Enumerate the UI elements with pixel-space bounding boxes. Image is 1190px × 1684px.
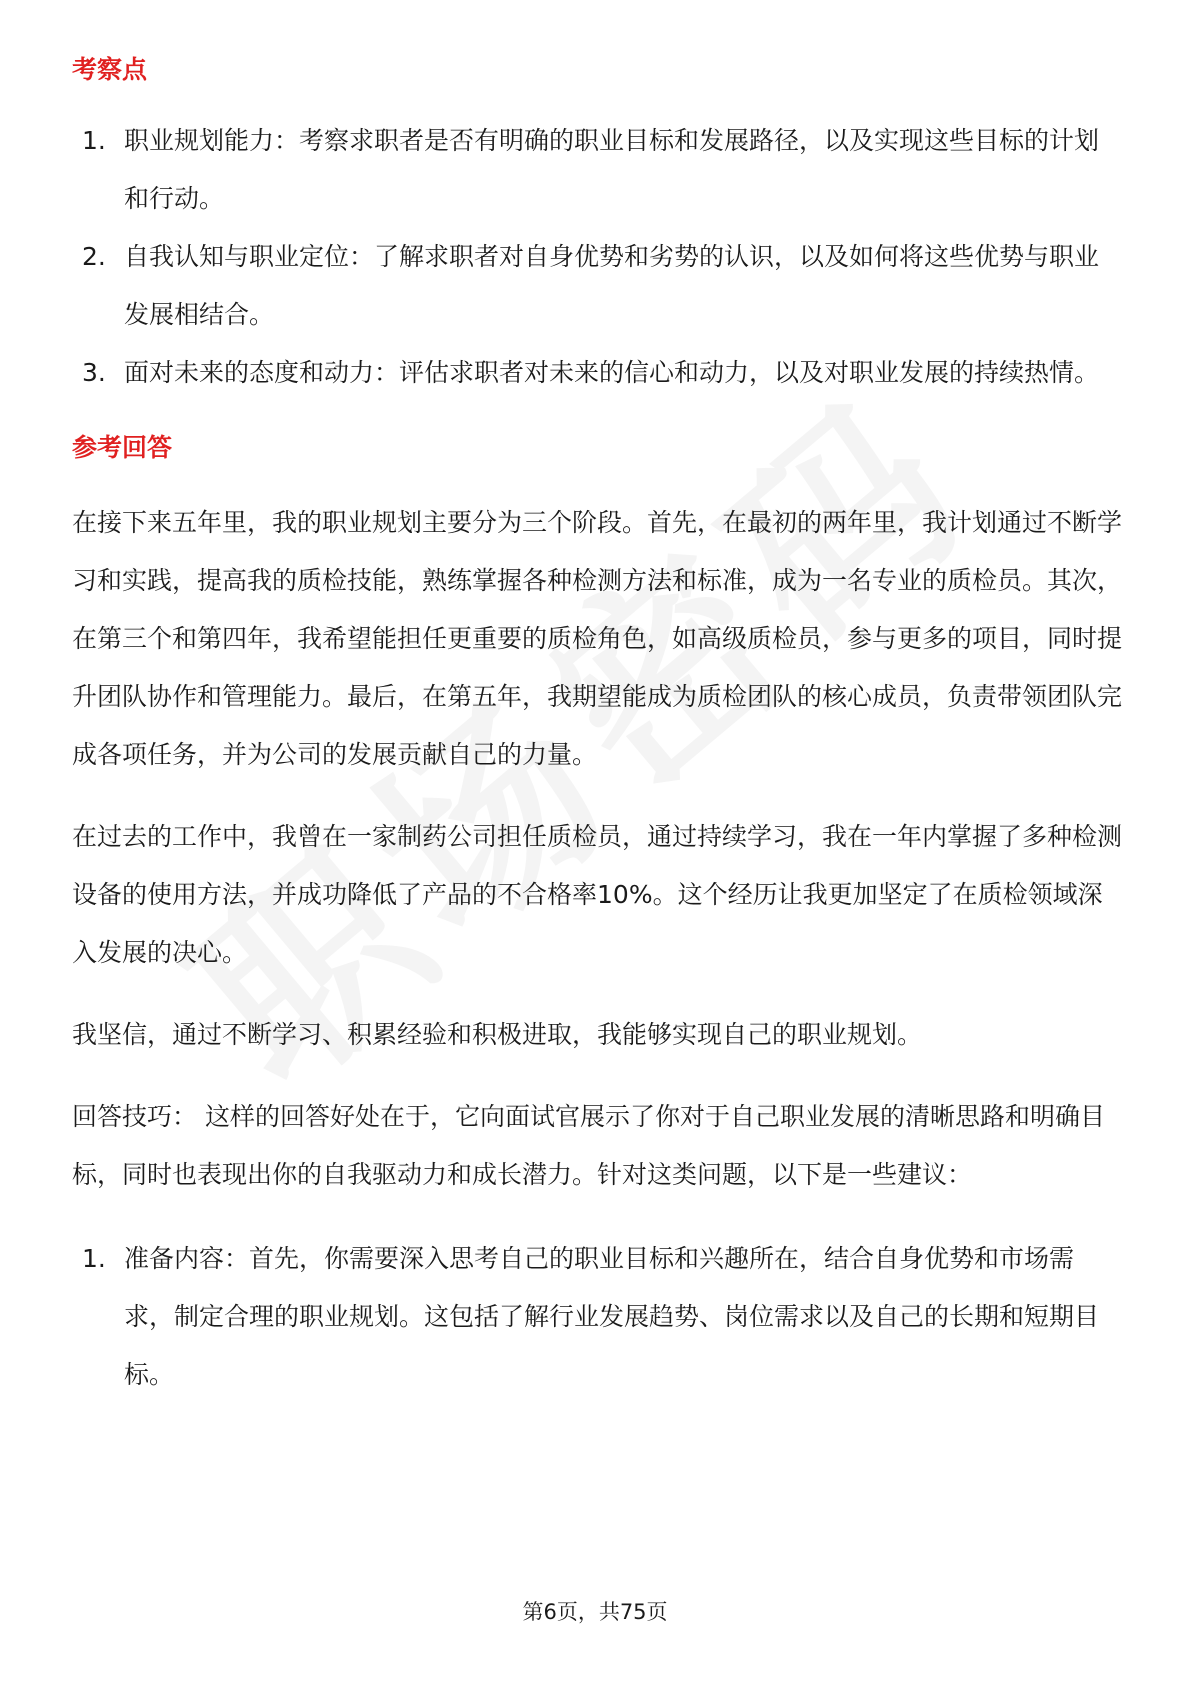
list-item-text: 准备内容：首先，你需要深入思考自己的职业目标和兴趣所在，结合自身优势和市场需求，制定合理的职业规划。这包括了解行业发展趋势、岗位需求以及自己的长期和短期目标。	[124, 1244, 1100, 1389]
assessment-points-list	[72, 112, 1122, 402]
section-title-reference-answer: 参考回答	[72, 433, 173, 462]
list-item-number: 2.	[82, 242, 106, 271]
list-item-text: 面对未来的态度和动力：评估求职者对未来的信心和动力，以及对职业发展的持续热情。	[124, 358, 1100, 387]
list-item-number: 3.	[82, 358, 106, 387]
document-page	[72, 46, 1122, 1404]
list-item-number: 1.	[82, 1244, 106, 1273]
list-item	[72, 228, 1122, 344]
answer-tips-paragraph: 回答技巧： 这样的回答好处在于，它向面试官展示了你对于自己职业发展的清晰思路和明确目标，同时也表现出你的自我驱动力和成长潜力。针对这类问题，以下是一些建议：	[72, 1102, 1105, 1189]
tips-list	[72, 1230, 1122, 1404]
answer-paragraph: 在接下来五年里，我的职业规划主要分为三个阶段。首先，在最初的两年里，我计划通过不断学习和实践，提高我的质检技能，熟练掌握各种检测方法和标准，成为一名专业的质检员。其次，在第三个和第四年，我希望能担任更重要的质检角色，如高级质检员，参与更多的项目，同时提升团队协作和管理能力。最后，在第五年，我期望能成为质检团队的核心成员，负责带领团队完成各项任务，并为公司的发展贡献自己的力量。	[72, 508, 1123, 769]
page-number-footer: 第6页，共75页	[522, 1600, 668, 1624]
list-item	[72, 344, 1122, 402]
list-item	[72, 112, 1122, 228]
list-item	[72, 1230, 1122, 1404]
list-item-text: 职业规划能力：考察求职者是否有明确的职业目标和发展路径，以及实现这些目标的计划和行动。	[124, 126, 1100, 213]
section-title-kaochadian: 考察点	[72, 55, 148, 84]
list-item-text: 自我认知与职业定位：了解求职者对自身优势和劣势的认识，以及如何将这些优势与职业发展相结合。	[124, 242, 1100, 329]
list-item-number: 1.	[82, 126, 106, 155]
answer-paragraph: 我坚信，通过不断学习、积累经验和积极进取，我能够实现自己的职业规划。	[72, 1020, 923, 1049]
answer-paragraph: 在过去的工作中，我曾在一家制药公司担任质检员，通过持续学习，我在一年内掌握了多种检测设备的使用方法，并成功降低了产品的不合格率10%。这个经历让我更加坚定了在质检领域深入发展的决心。	[72, 822, 1123, 967]
